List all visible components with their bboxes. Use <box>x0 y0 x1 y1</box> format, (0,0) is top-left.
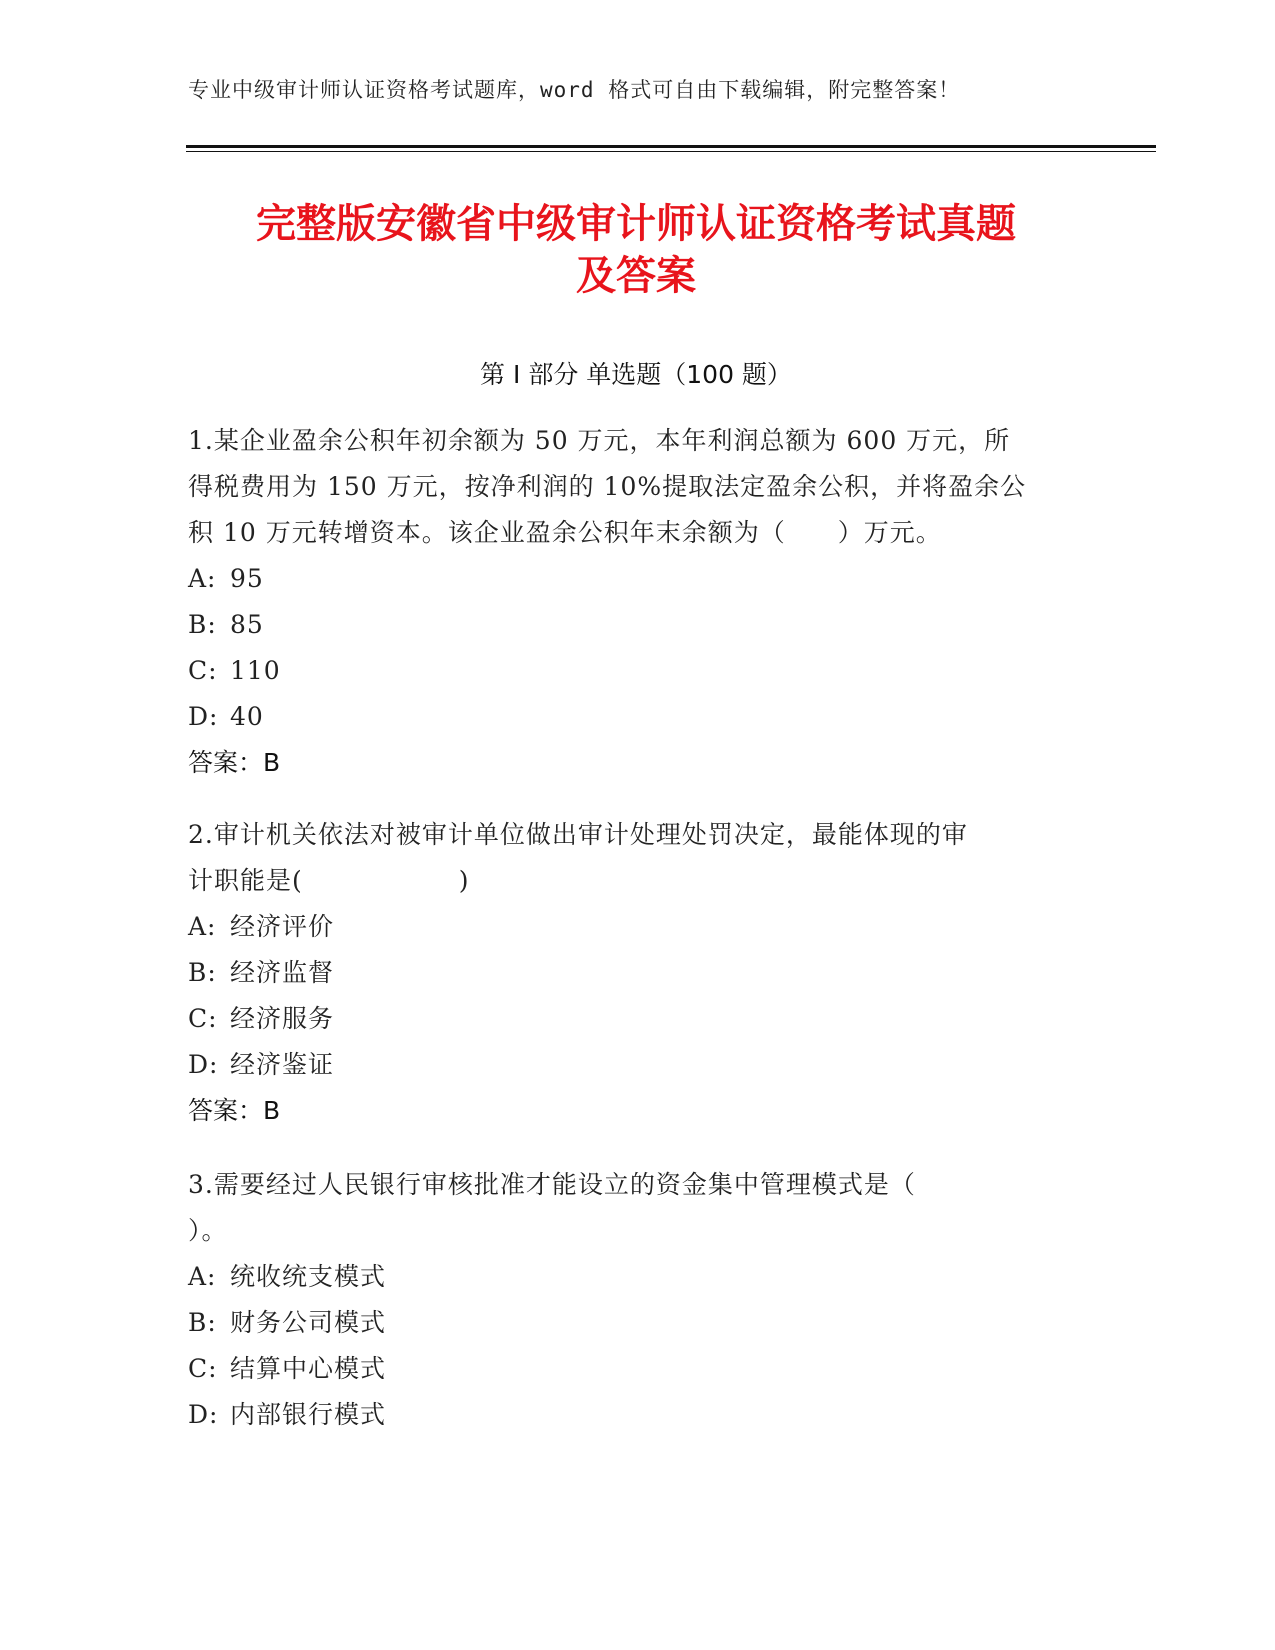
option-letter: B: <box>188 610 217 639</box>
question-line: 3.需要经过人民银行审核批准才能设立的资金集中管理模式是（ <box>188 1170 916 1199</box>
option-a <box>188 1254 1088 1300</box>
option-text: 85 <box>230 610 264 639</box>
option-text: 经济监督 <box>230 958 335 987</box>
option-letter: B: <box>188 1308 217 1337</box>
option-text: 内部银行模式 <box>230 1400 387 1429</box>
option-d <box>188 694 1088 740</box>
option-text: 经济服务 <box>230 1004 335 1033</box>
option-b <box>188 1300 1088 1346</box>
option-d <box>188 1392 1088 1438</box>
option-letter: A: <box>188 912 217 941</box>
question-line: ）。 <box>188 1216 228 1245</box>
question-3 <box>188 1162 1088 1438</box>
header-rule-thin <box>186 151 1156 152</box>
question-line: 1.某企业盈余公积年初余额为 50 万元，本年利润总额为 600 万元，所 <box>188 426 1011 455</box>
answer-line: 答案：B <box>188 748 281 777</box>
option-text: 95 <box>230 564 264 593</box>
answer-line: 答案：B <box>188 1096 281 1125</box>
option-c <box>188 996 1088 1042</box>
question-1 <box>188 418 1088 786</box>
section-title: 第 I 部分 单选题（100 题） <box>480 360 792 389</box>
option-text: 统收统支模式 <box>230 1262 387 1291</box>
option-b <box>188 950 1088 996</box>
option-text: 经济评价 <box>230 912 335 941</box>
option-b <box>188 602 1088 648</box>
question-line: 计职能是( ) <box>188 866 470 895</box>
option-c <box>188 648 1088 694</box>
title-line-1: 完整版安徽省中级审计师认证资格考试真题 <box>256 201 1016 247</box>
question-line: 得税费用为 150 万元，按净利润的 10%提取法定盈余公积，并将盈余公 <box>188 472 1027 501</box>
document-title <box>186 198 1086 302</box>
option-c <box>188 1346 1088 1392</box>
title-line-2: 及答案 <box>576 253 696 299</box>
question-2 <box>188 812 1088 1134</box>
option-a <box>188 556 1088 602</box>
option-a <box>188 904 1088 950</box>
option-letter: A: <box>188 564 217 593</box>
option-letter: D: <box>188 1050 219 1079</box>
option-letter: B: <box>188 958 217 987</box>
option-d <box>188 1042 1088 1088</box>
option-letter: D: <box>188 702 219 731</box>
option-letter: A: <box>188 1262 217 1291</box>
option-letter: C: <box>188 1004 218 1033</box>
option-text: 结算中心模式 <box>230 1354 387 1383</box>
question-line: 2.审计机关依法对被审计单位做出审计处理处罚决定，最能体现的审 <box>188 820 968 849</box>
option-text: 40 <box>230 702 264 731</box>
option-text: 110 <box>230 656 281 685</box>
header-rule-thick <box>186 145 1156 148</box>
option-letter: D: <box>188 1400 219 1429</box>
header-note: 专业中级审计师认证资格考试题库，word 格式可自由下载编辑，附完整答案！ <box>188 78 961 102</box>
option-text: 财务公司模式 <box>230 1308 387 1337</box>
question-line: 积 10 万元转增资本。该企业盈余公积年末余额为（ ）万元。 <box>188 518 942 547</box>
option-text: 经济鉴证 <box>230 1050 335 1079</box>
option-letter: C: <box>188 656 218 685</box>
option-letter: C: <box>188 1354 218 1383</box>
